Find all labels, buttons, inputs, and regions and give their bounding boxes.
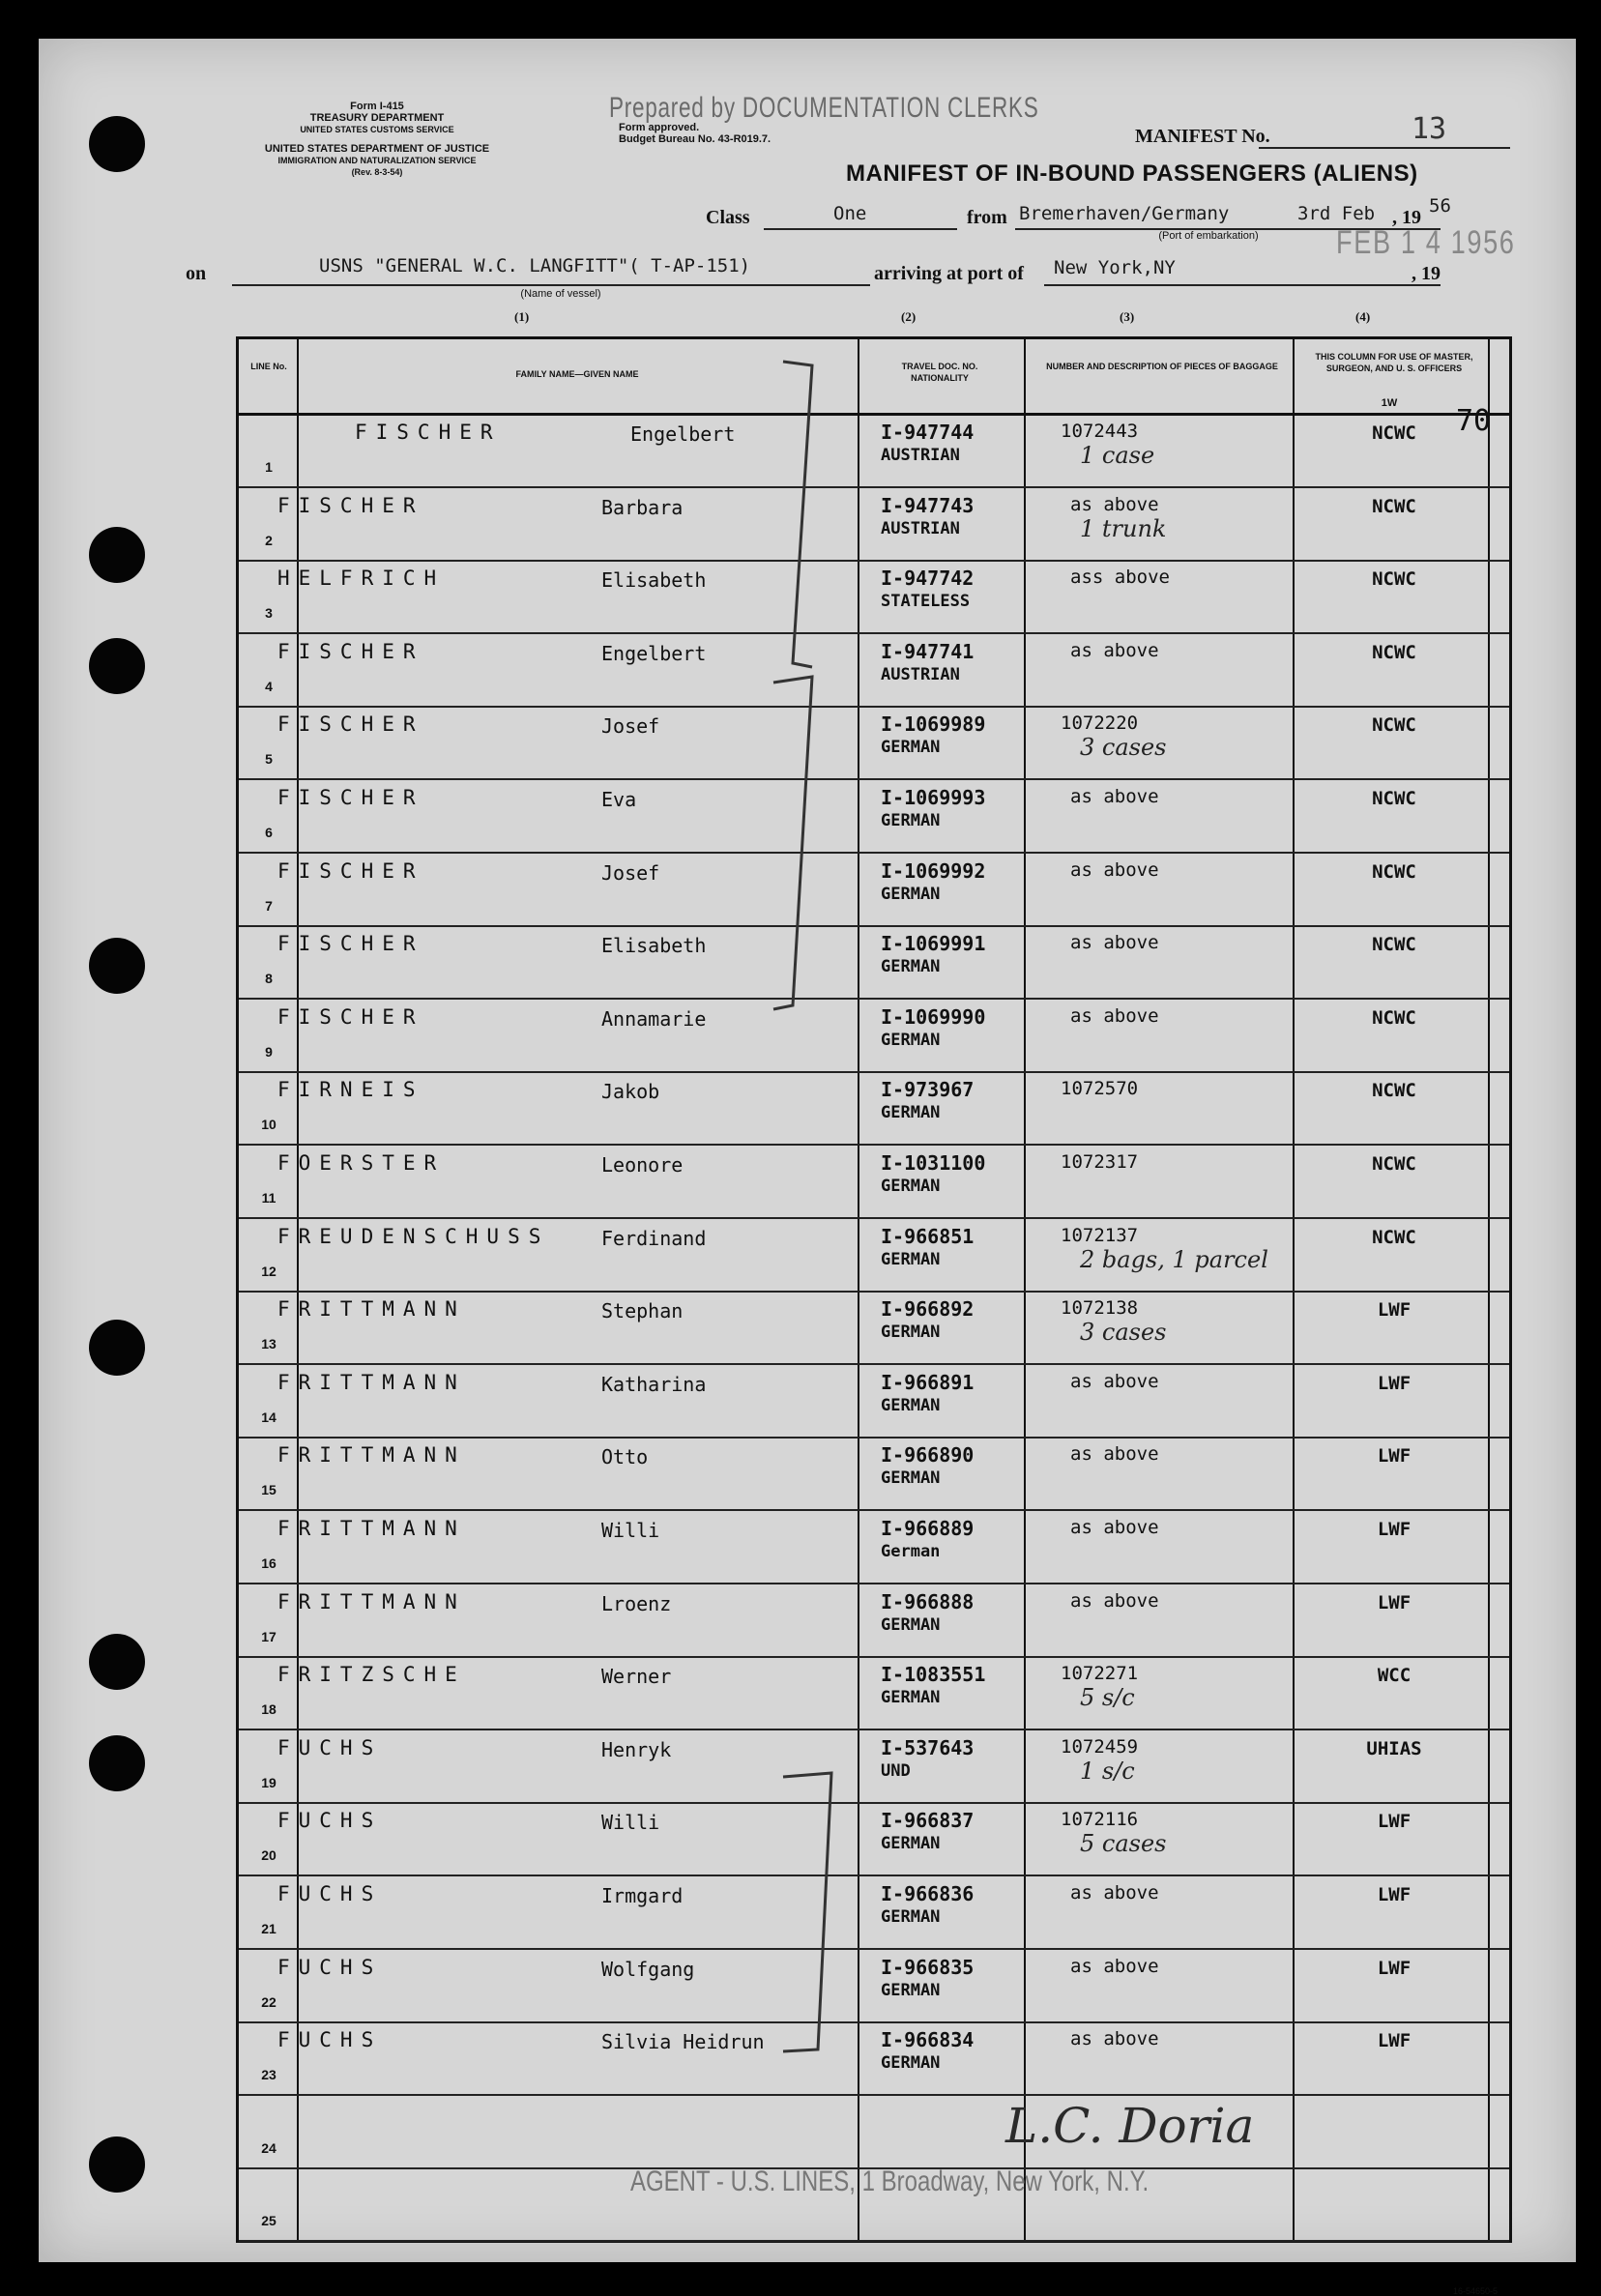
nationality: GERMAN	[881, 1030, 941, 1050]
officer-code: UHIAS	[1366, 1737, 1422, 1759]
given-name: Eva	[601, 788, 637, 811]
given-name: Silvia Heidrun	[601, 2030, 765, 2054]
officer-code: LWF	[1377, 1299, 1412, 1322]
travel-doc-number: I-1069993	[881, 786, 986, 809]
signature: L.C. Doria	[1005, 2098, 1255, 2154]
travel-doc-number: I-1069990	[881, 1004, 986, 1029]
family-name: FISCHER	[277, 786, 424, 809]
baggage-number: as above	[1070, 1004, 1159, 1027]
line-number: 25	[261, 2213, 277, 2229]
given-name: Katharina	[601, 1372, 707, 1396]
travel-doc-number: I-966891	[881, 1370, 975, 1394]
on-label: on	[186, 263, 207, 284]
nationality: GERMAN	[881, 1395, 941, 1415]
nationality: AUSTRIAN	[881, 664, 960, 684]
line-number: 19	[261, 1774, 277, 1790]
year-value: 56	[1429, 195, 1451, 217]
line-number: 23	[261, 2067, 277, 2083]
baggage-number: as above	[1070, 1955, 1159, 1977]
manifest-no-label: MANIFEST No.	[1135, 126, 1270, 147]
travel-doc-number: I-966890	[881, 1443, 975, 1468]
travel-doc-number: I-966851	[881, 1224, 975, 1248]
column-number-3: (3)	[1120, 309, 1135, 324]
line-number: 8	[265, 971, 273, 987]
nationality: AUSTRIAN	[881, 446, 960, 465]
vessel-caption: (Name of vessel)	[520, 288, 601, 300]
arriving-label: arriving at port of	[874, 263, 1024, 284]
given-name: Josef	[601, 714, 660, 739]
given-name: Otto	[601, 1445, 649, 1469]
officer-code: WCC	[1377, 1665, 1412, 1687]
prepared-by-stamp: Prepared by DOCUMENTATION CLERKS	[609, 92, 1039, 124]
header-travel-doc: TRAVEL DOC. NO. NATIONALITY	[901, 362, 978, 383]
line-number: 10	[261, 1117, 277, 1133]
officer-code: NCWC	[1372, 495, 1416, 517]
family-name: FISCHER	[277, 932, 424, 956]
family-name: FRITZSCHE	[277, 1663, 466, 1687]
header-baggage: NUMBER AND DESCRIPTION OF PIECES OF BAGGAGE	[1046, 362, 1278, 371]
line-number: 14	[261, 1409, 277, 1425]
baggage-number: as above	[1070, 1370, 1159, 1392]
nationality: UND	[881, 1760, 911, 1781]
baggage-number: as above	[1070, 786, 1159, 807]
line-number: 3	[265, 605, 273, 622]
officer-code: LWF	[1377, 1811, 1412, 1833]
family-name: FISCHER	[277, 639, 424, 663]
travel-doc-number: I-1069989	[881, 712, 986, 737]
column-number-4: (4)	[1355, 309, 1371, 324]
line-number: 18	[261, 1701, 277, 1718]
treasury-label: TREASURY DEPARTMENT	[309, 112, 445, 124]
bracket-icon	[773, 362, 831, 2051]
form-approved: Form approved.	[619, 122, 700, 133]
family-name: HELFRICH	[277, 567, 446, 591]
given-name: Willi	[601, 1519, 660, 1542]
embark-date: 3rd Feb	[1297, 203, 1376, 224]
baggage-handwritten: 3 cases	[1080, 734, 1167, 762]
nationality: GERMAN	[881, 1907, 941, 1927]
line-number: 6	[265, 825, 273, 840]
baggage-handwritten: 1 s/c	[1080, 1757, 1135, 1785]
family-name: FRITTMANN	[277, 1297, 466, 1322]
baggage-number: 1072116	[1061, 1809, 1139, 1831]
nationality: STATELESS	[881, 592, 971, 612]
travel-doc-number: I-966892	[881, 1297, 975, 1322]
family-name: FOERSTER	[277, 1151, 446, 1175]
given-name: Wolfgang	[601, 1957, 695, 1981]
given-name: Elisabeth	[601, 568, 707, 593]
baggage-number: ass above	[1070, 567, 1170, 589]
from-label: from	[967, 207, 1007, 228]
nationality: AUSTRIAN	[881, 518, 960, 538]
baggage-number: 1072137	[1061, 1224, 1139, 1246]
given-name: Engelbert	[630, 422, 736, 446]
officer-code: LWF	[1377, 1591, 1412, 1613]
line-number: 13	[261, 1336, 277, 1352]
travel-doc-number: I-1083551	[881, 1663, 986, 1687]
line-number: 2	[265, 532, 273, 548]
baggage-handwritten: 5 cases	[1080, 1830, 1167, 1858]
travel-doc-number: I-947744	[881, 421, 975, 444]
given-name: Lroenz	[601, 1591, 672, 1615]
officer-code: LWF	[1377, 1445, 1412, 1468]
given-name: Engelbert	[601, 641, 707, 665]
baggage-number: as above	[1070, 1443, 1159, 1466]
family-name: FUCHS	[277, 2028, 383, 2052]
family-name: FISCHER	[277, 712, 424, 737]
family-name: FRITTMANN	[277, 1443, 466, 1468]
header-name: FAMILY NAME—GIVEN NAME	[515, 369, 639, 379]
nationality: German	[881, 1542, 941, 1561]
budget-bureau: Budget Bureau No. 43-R019.7.	[619, 133, 771, 145]
family-name: FREUDENSCHUSS	[277, 1224, 550, 1248]
line-number: 9	[265, 1043, 273, 1060]
line-number: 5	[265, 751, 273, 768]
baggage-number: 1072138	[1061, 1297, 1139, 1320]
nationality: GERMAN	[881, 884, 941, 904]
form-number: 16-54650-5	[1453, 2286, 1499, 2296]
travel-doc-number: I-1069992	[881, 858, 986, 883]
form-code: Form I-415	[350, 101, 404, 112]
family-name: FISCHER	[355, 421, 502, 444]
line-number: 11	[261, 1190, 277, 1206]
baggage-number: 1072317	[1061, 1151, 1139, 1173]
line-number: 24	[261, 2139, 277, 2156]
officer-code: NCWC	[1372, 934, 1416, 956]
page-title: MANIFEST OF IN-BOUND PASSENGERS (ALIENS)	[846, 160, 1418, 187]
baggage-number: as above	[1070, 1589, 1159, 1612]
vessel-name: USNS "GENERAL W.C. LANGFITT"( T-AP-151)	[319, 255, 751, 276]
line-number: 17	[261, 1628, 277, 1644]
manifest-no-value: 13	[1412, 112, 1447, 146]
nationality: GERMAN	[881, 1103, 941, 1123]
nationality: GERMAN	[881, 738, 941, 758]
officer-code: LWF	[1377, 1372, 1412, 1394]
baggage-handwritten: 1 case	[1080, 442, 1155, 469]
nationality: GERMAN	[881, 1834, 941, 1854]
officer-code: NCWC	[1372, 422, 1416, 444]
officer-code: NCWC	[1372, 568, 1416, 591]
nationality: GERMAN	[881, 1468, 941, 1489]
nationality: GERMAN	[881, 2053, 941, 2074]
class-label: Class	[706, 207, 750, 228]
arrival-year-label: , 19	[1412, 263, 1441, 284]
officer-code: LWF	[1377, 2030, 1412, 2052]
margin-note: 70	[1456, 404, 1492, 438]
family-name: FRITTMANN	[277, 1589, 466, 1613]
travel-doc-number: I-947743	[881, 493, 975, 517]
baggage-number: as above	[1070, 2028, 1159, 2050]
column-number-1: (1)	[514, 309, 530, 324]
given-name: Willi	[601, 1811, 660, 1835]
header-officers: THIS COLUMN FOR USE OF MASTER, SURGEON, AND U. S. OFFICERS	[1315, 352, 1473, 373]
given-name: Annamarie	[601, 1006, 707, 1031]
baggage-number: as above	[1070, 932, 1159, 954]
given-name: Stephan	[601, 1299, 684, 1323]
officer-code: NCWC	[1372, 1153, 1416, 1175]
manifest-page	[39, 39, 1576, 2296]
given-name: Jakob	[601, 1080, 660, 1104]
line-number: 12	[261, 1263, 277, 1279]
nationality: GERMAN	[881, 1249, 941, 1269]
family-name: FUCHS	[277, 1955, 383, 1979]
nationality: GERMAN	[881, 957, 941, 977]
baggage-number: as above	[1070, 1882, 1159, 1904]
officer-code: NCWC	[1372, 788, 1416, 809]
baggage-handwritten: 2 bags, 1 parcel	[1080, 1245, 1268, 1273]
officer-code: NCWC	[1372, 860, 1416, 883]
baggage-number: 1072570	[1061, 1078, 1139, 1100]
family-name: FISCHER	[277, 858, 424, 883]
nationality: GERMAN	[881, 811, 941, 830]
baggage-handwritten: 1 trunk	[1080, 514, 1167, 542]
travel-doc-number: I-537643	[881, 1735, 975, 1759]
family-name: FUCHS	[277, 1809, 383, 1833]
family-name: FISCHER	[277, 493, 424, 517]
officer-initials: 1W	[1381, 397, 1398, 409]
baggage-number: as above	[1070, 858, 1159, 881]
immigration-label: IMMIGRATION AND NATURALIZATION SERVICE	[277, 156, 477, 165]
family-name: FISCHER	[277, 1004, 424, 1029]
justice-label: UNITED STATES DEPARTMENT OF JUSTICE	[264, 143, 490, 155]
travel-doc-number: I-947741	[881, 639, 975, 663]
rev-label: (Rev. 8-3-54)	[351, 167, 403, 177]
year-prefix: , 19	[1392, 207, 1421, 228]
line-number: 22	[261, 1993, 277, 2010]
travel-doc-number: I-966835	[881, 1955, 975, 1979]
given-name: Werner	[601, 1665, 672, 1689]
given-name: Elisabeth	[601, 934, 707, 958]
baggage-number: as above	[1070, 639, 1159, 661]
travel-doc-number: I-966834	[881, 2028, 975, 2052]
nationality: GERMAN	[881, 1688, 941, 1708]
given-name: Ferdinand	[601, 1226, 707, 1250]
line-number: 16	[261, 1555, 277, 1571]
given-name: Josef	[601, 860, 660, 885]
line-number: 15	[261, 1482, 277, 1498]
nationality: GERMAN	[881, 1322, 941, 1343]
nationality: GERMAN	[881, 1177, 941, 1196]
baggage-number: as above	[1070, 493, 1159, 515]
officer-code: LWF	[1377, 1519, 1412, 1540]
baggage-number: 1072459	[1061, 1735, 1139, 1758]
given-name: Leonore	[601, 1153, 684, 1177]
nationality: GERMAN	[881, 1980, 941, 2000]
travel-doc-number: I-973967	[881, 1078, 975, 1102]
line-number: 20	[261, 1847, 277, 1864]
port-of-arrival: New York,NY	[1054, 257, 1176, 278]
family-name: FRITTMANN	[277, 1517, 466, 1540]
family-name: FIRNEIS	[277, 1078, 424, 1102]
family-name: FUCHS	[277, 1882, 383, 1905]
baggage-handwritten: 3 cases	[1080, 1319, 1167, 1347]
line-number: 4	[265, 678, 273, 694]
given-name: Barbara	[601, 495, 684, 519]
line-number: 7	[265, 897, 273, 914]
given-name: Henryk	[601, 1737, 672, 1761]
travel-doc-number: I-966837	[881, 1809, 975, 1833]
baggage-handwritten: 5 s/c	[1080, 1684, 1135, 1712]
officer-code: NCWC	[1372, 1006, 1416, 1029]
port-of-embarkation: Bremerhaven/Germany	[1019, 203, 1230, 224]
port-embark-caption: (Port of embarkation)	[1158, 230, 1259, 242]
column-number-2: (2)	[901, 309, 917, 324]
officer-code: NCWC	[1372, 714, 1416, 737]
family-name: FRITTMANN	[277, 1370, 466, 1394]
officer-code: NCWC	[1372, 1080, 1416, 1102]
baggage-number: 1072443	[1061, 421, 1139, 442]
class-value: One	[833, 203, 867, 224]
customs-label: UNITED STATES CUSTOMS SERVICE	[300, 125, 454, 134]
given-name: Irmgard	[601, 1884, 684, 1907]
travel-doc-number: I-1031100	[881, 1151, 986, 1175]
received-date-stamp: FEB 1 4 1956	[1336, 224, 1516, 261]
travel-doc-number: I-947742	[881, 567, 975, 591]
officer-code: NCWC	[1372, 1226, 1416, 1248]
baggage-number: as above	[1070, 1517, 1159, 1538]
handwritten-marks	[39, 39, 1576, 2262]
travel-doc-number: I-966888	[881, 1589, 975, 1613]
line-number: 1	[265, 459, 273, 475]
travel-doc-number: I-1069991	[881, 932, 986, 956]
agent-stamp: AGENT - U.S. LINES, 1 Broadway, New York, N.Y.	[630, 2165, 1150, 2197]
nationality: GERMAN	[881, 1614, 941, 1635]
officer-code: LWF	[1377, 1957, 1412, 1979]
baggage-number: 1072271	[1061, 1663, 1139, 1685]
travel-doc-number: I-966889	[881, 1517, 975, 1540]
travel-doc-number: I-966836	[881, 1882, 975, 1905]
line-number: 21	[261, 1921, 277, 1936]
officer-code: LWF	[1377, 1884, 1412, 1905]
family-name: FUCHS	[277, 1735, 383, 1759]
officer-code: NCWC	[1372, 641, 1416, 663]
header-line-no: LINE No.	[250, 362, 287, 371]
baggage-number: 1072220	[1061, 712, 1139, 735]
